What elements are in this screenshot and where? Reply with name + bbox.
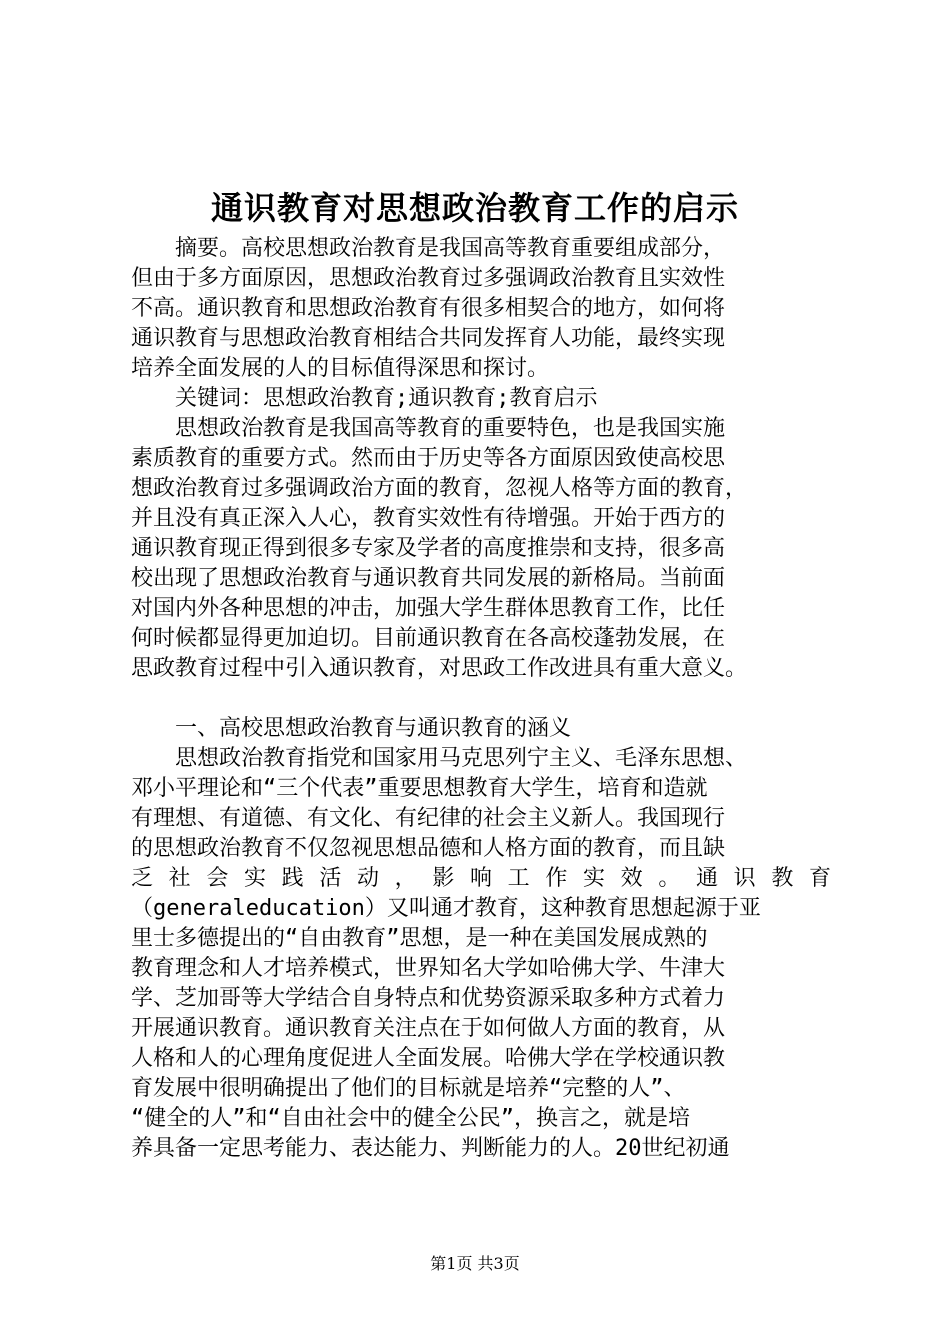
text-line: 学、芝加哥等大学结合自身特点和优势资源采取多种方式着力: [131, 986, 726, 1011]
text-line: 思想政治教育指党和国家用马克思列宁主义、毛泽东思想、: [131, 746, 748, 771]
text-line: 对国内外各种思想的冲击，加强大学生群体思教育工作，比任: [131, 596, 726, 621]
text-line: 有理想、有道德、有文化、有纪律的社会主义新人。我国现行: [131, 806, 726, 831]
document-title: 通识教育对思想政治教育工作的启示: [210, 189, 739, 227]
text-line: （generaleducation）又叫通才教育，这种教育思想起源于亚: [131, 896, 761, 921]
page-footer: 第1页 共3页: [430, 1254, 520, 1273]
text-line: “健全的人”和“自由社会中的健全公民”，换言之，就是培: [131, 1106, 690, 1131]
text-line: 摘要。高校思想政治教育是我国高等教育重要组成部分，: [131, 236, 726, 261]
section-heading: 一、高校思想政治教育与通识教育的涵义: [131, 716, 572, 741]
text-line: 不高。通识教育和思想政治教育有很多相契合的地方，如何将: [131, 296, 726, 321]
text-line: 的思想政治教育不仅忽视思想品德和人格方面的教育，而且缺: [131, 836, 726, 861]
text-line: 里士多德提出的“自由教育”思想，是一种在美国发展成熟的: [131, 926, 708, 951]
text-line: 素质教育的重要方式。然而由于历史等各方面原因致使高校思: [131, 446, 726, 471]
text-line: 养具备一定思考能力、表达能力、判断能力的人。20世纪初通: [131, 1136, 730, 1161]
document-body: [131, 234, 831, 1164]
blank-line: [131, 684, 831, 714]
text-line: 通识教育现正得到很多专家及学者的高度推崇和支持，很多高: [131, 536, 726, 561]
text-line: 并且没有真正深入人心，教育实效性有待增强。开始于西方的: [131, 506, 726, 531]
text-line: 育发展中很明确提出了他们的目标就是培养“完整的人”、: [131, 1076, 686, 1101]
text-line: 乏 社 会 实 践 活 动 ， 影 响 工 作 实 效 。 通 识 教 育: [131, 866, 831, 891]
keywords-line: 关键词：思想政治教育;通识教育;教育启示: [131, 386, 598, 411]
text-line: 思想政治教育是我国高等教育的重要特色，也是我国实施: [131, 416, 726, 441]
text-line: 教育理念和人才培养模式，世界知名大学如哈佛大学、牛津大: [131, 956, 726, 981]
text-line: 邓小平理论和“三个代表”重要思想教育大学生，培育和造就: [131, 776, 708, 801]
text-line: 开展通识教育。通识教育关注点在于如何做人方面的教育，从: [131, 1016, 726, 1041]
text-line: 人格和人的心理角度促进人全面发展。哈佛大学在学校通识教: [131, 1046, 726, 1071]
text-line: 校出现了思想政治教育与通识教育共同发展的新格局。当前面: [131, 566, 726, 591]
text-line: 但由于多方面原因，思想政治教育过多强调政治教育且实效性: [131, 266, 726, 291]
text-line: 培养全面发展的人的目标值得深思和探讨。: [131, 356, 550, 381]
text-line: 想政治教育过多强调政治方面的教育，忽视人格等方面的教育，: [131, 476, 748, 501]
text-line: 思政教育过程中引入通识教育，对思政工作改进具有重大意义。: [131, 656, 748, 681]
text-line: 通识教育与思想政治教育相结合共同发挥育人功能，最终实现: [131, 326, 726, 351]
text-line: 何时候都显得更加迫切。目前通识教育在各高校蓬勃发展，在: [131, 626, 726, 651]
